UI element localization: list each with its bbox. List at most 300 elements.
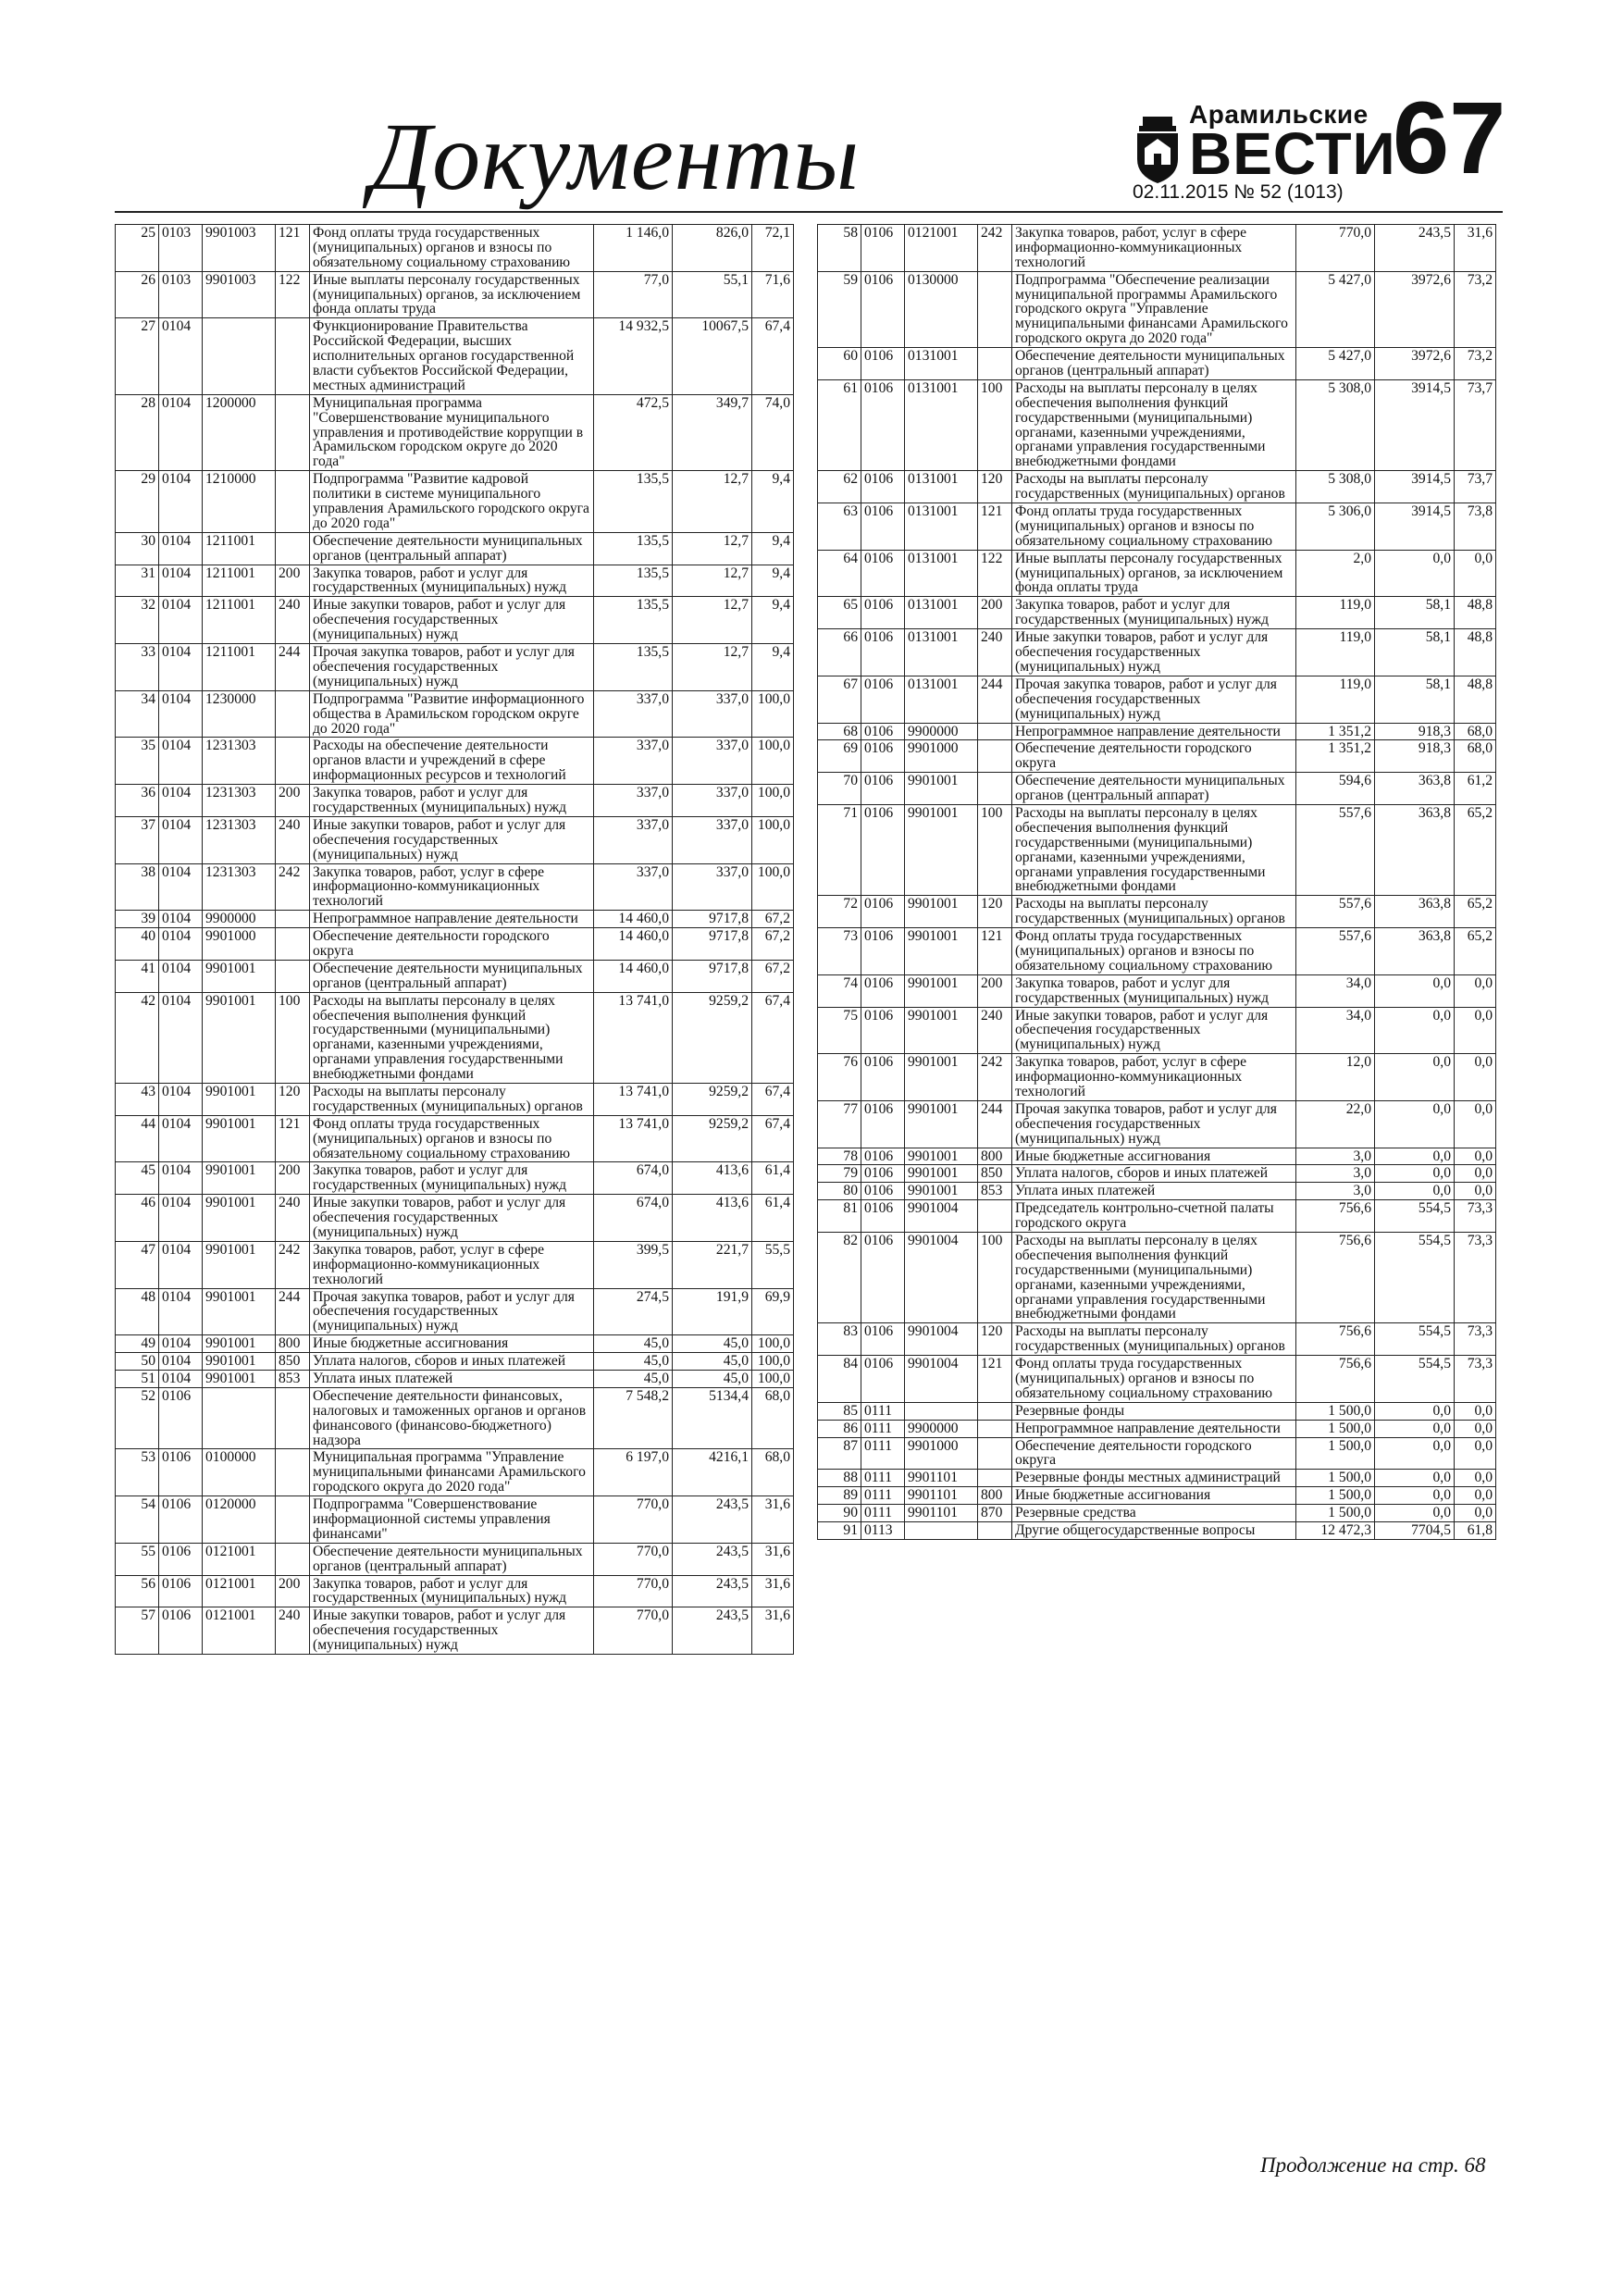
plan-amount: 3,0 <box>1296 1148 1375 1165</box>
executed-amount: 337,0 <box>673 863 752 911</box>
executed-amount: 58,1 <box>1375 629 1455 676</box>
section-code: 0111 <box>861 1402 905 1420</box>
percent-executed: 65,2 <box>1455 896 1496 928</box>
target-article: 9901001 <box>203 1288 276 1335</box>
plan-amount: 1 500,0 <box>1296 1505 1375 1522</box>
row-number: 74 <box>818 974 861 1007</box>
plan-amount: 45,0 <box>594 1371 673 1388</box>
table-row <box>116 1115 794 1162</box>
section-code: 0104 <box>159 863 203 911</box>
item-name: Председатель контрольно-счетной палаты городского округа <box>1012 1200 1296 1233</box>
section-code: 0104 <box>159 565 203 597</box>
table-row <box>116 225 794 272</box>
plan-amount: 337,0 <box>594 863 673 911</box>
expense-type: 800 <box>978 1148 1012 1165</box>
expense-type <box>276 532 310 565</box>
expense-type <box>978 1437 1012 1470</box>
item-name: Расходы на выплаты персоналу государственных (муниципальных) органов <box>1012 1323 1296 1356</box>
plan-amount: 756,6 <box>1296 1323 1375 1356</box>
item-name: Закупка товаров, работ, услуг в сфере информационно-коммуникационных технологий <box>1012 1054 1296 1101</box>
percent-executed: 0,0 <box>1455 1470 1496 1487</box>
section-code: 0106 <box>861 974 905 1007</box>
executed-amount: 413,6 <box>673 1162 752 1195</box>
expense-type: 240 <box>276 816 310 863</box>
executed-amount: 3914,5 <box>1375 471 1455 503</box>
expense-type: 122 <box>978 550 1012 597</box>
percent-executed: 73,8 <box>1455 503 1496 551</box>
target-article: 9901001 <box>905 896 978 928</box>
percent-executed: 48,8 <box>1455 597 1496 629</box>
target-article: 9901004 <box>905 1323 978 1356</box>
plan-amount: 12,0 <box>1296 1054 1375 1101</box>
expense-type <box>276 318 310 394</box>
percent-executed: 100,0 <box>752 1353 794 1371</box>
plan-amount: 1 146,0 <box>594 225 673 272</box>
target-article: 9901001 <box>905 928 978 975</box>
section-code: 0106 <box>861 773 905 805</box>
percent-executed: 65,2 <box>1455 804 1496 895</box>
percent-executed: 100,0 <box>752 785 794 817</box>
plan-amount: 557,6 <box>1296 928 1375 975</box>
expense-type: 200 <box>276 1162 310 1195</box>
section-code: 0104 <box>159 928 203 961</box>
plan-amount: 557,6 <box>1296 896 1375 928</box>
item-name: Прочая закупка товаров, работ и услуг для обеспечения государственных (муниципальных) нужд <box>1012 676 1296 723</box>
target-article: 9901001 <box>203 1371 276 1388</box>
item-name: Уплата иных платежей <box>310 1371 594 1388</box>
table-row <box>116 318 794 394</box>
plan-amount: 1 500,0 <box>1296 1420 1375 1437</box>
row-number: 87 <box>818 1437 861 1470</box>
target-article: 9901001 <box>203 1195 276 1242</box>
section-code: 0111 <box>861 1505 905 1522</box>
row-number: 66 <box>818 629 861 676</box>
target-article: 1211001 <box>203 532 276 565</box>
section-code: 0106 <box>861 271 905 347</box>
target-article: 0121001 <box>905 225 978 272</box>
percent-executed: 67,2 <box>752 911 794 928</box>
table-row <box>818 271 1496 347</box>
section-code: 0106 <box>861 503 905 551</box>
executed-amount: 0,0 <box>1375 1420 1455 1437</box>
table-row <box>818 723 1496 740</box>
section-code: 0106 <box>861 1233 905 1323</box>
table-row <box>116 644 794 691</box>
expense-type: 100 <box>978 379 1012 470</box>
table-row <box>116 1387 794 1449</box>
plan-amount: 7 548,2 <box>594 1387 673 1449</box>
section-code: 0104 <box>159 1288 203 1335</box>
table-row <box>818 1183 1496 1200</box>
item-name: Закупка товаров, работ, услуг в сфере информационно-коммуникационных технологий <box>310 1241 594 1288</box>
target-article: 0120000 <box>203 1496 276 1544</box>
percent-executed: 31,6 <box>1455 225 1496 272</box>
section-code: 0106 <box>159 1387 203 1449</box>
target-article: 0131001 <box>905 597 978 629</box>
percent-executed: 73,3 <box>1455 1200 1496 1233</box>
item-name: Расходы на выплаты персоналу в целях обеспечения выполнения функций государственными (муниципальными) органами, казенными учреждениями, органами управления государственными внебюджетными фондами <box>1012 379 1296 470</box>
target-article: 9900000 <box>905 723 978 740</box>
plan-amount: 557,6 <box>1296 804 1375 895</box>
plan-amount: 14 460,0 <box>594 928 673 961</box>
item-name: Иные бюджетные ассигнования <box>1012 1148 1296 1165</box>
table-row <box>818 1165 1496 1183</box>
executed-amount: 0,0 <box>1375 1100 1455 1148</box>
expense-type <box>276 394 310 470</box>
target-article: 1211001 <box>203 644 276 691</box>
item-name: Функционирование Правительства Российской Федерации, высших исполнительных органов государственной власти субъектов Российской Федерации, местных администраций <box>310 318 594 394</box>
newspaper-logo <box>1134 100 1396 187</box>
budget-table-right <box>817 224 1496 1540</box>
row-number: 82 <box>818 1233 861 1323</box>
executed-amount: 0,0 <box>1375 550 1455 597</box>
percent-executed: 0,0 <box>1455 1007 1496 1054</box>
target-article: 9901001 <box>203 1241 276 1288</box>
table-row <box>116 1335 794 1353</box>
target-article: 9901101 <box>905 1470 978 1487</box>
item-name: Прочая закупка товаров, работ и услуг для обеспечения государственных (муниципальных) нужд <box>310 644 594 691</box>
executed-amount: 0,0 <box>1375 1437 1455 1470</box>
row-number: 65 <box>818 597 861 629</box>
executed-amount: 243,5 <box>673 1607 752 1655</box>
executed-amount: 0,0 <box>1375 974 1455 1007</box>
row-number: 49 <box>116 1335 159 1353</box>
expense-type: 242 <box>978 1054 1012 1101</box>
executed-amount: 55,1 <box>673 271 752 318</box>
executed-amount: 45,0 <box>673 1371 752 1388</box>
executed-amount: 221,7 <box>673 1241 752 1288</box>
table-row <box>116 1195 794 1242</box>
target-article: 9901000 <box>905 1437 978 1470</box>
executed-amount: 243,5 <box>1375 225 1455 272</box>
target-article: 9901003 <box>203 271 276 318</box>
section-code: 0106 <box>861 1148 905 1165</box>
table-row <box>116 1575 794 1607</box>
item-name: Закупка товаров, работ и услуг для государственных (муниципальных) нужд <box>1012 597 1296 629</box>
city-crest-icon <box>1134 117 1182 183</box>
plan-amount: 337,0 <box>594 690 673 738</box>
percent-executed: 61,2 <box>1455 773 1496 805</box>
item-name: Расходы на выплаты персоналу государственных (муниципальных) органов <box>1012 896 1296 928</box>
executed-amount: 918,3 <box>1375 740 1455 773</box>
item-name: Расходы на выплаты персоналу государственных (муниципальных) органов <box>1012 471 1296 503</box>
target-article: 9901001 <box>203 1115 276 1162</box>
expense-type: 244 <box>978 676 1012 723</box>
percent-executed: 0,0 <box>1455 974 1496 1007</box>
row-number: 85 <box>818 1402 861 1420</box>
plan-amount: 674,0 <box>594 1162 673 1195</box>
plan-amount: 119,0 <box>1296 676 1375 723</box>
section-code: 0104 <box>159 1335 203 1353</box>
row-number: 59 <box>818 271 861 347</box>
section-code: 0104 <box>159 394 203 470</box>
table-row <box>818 1420 1496 1437</box>
executed-amount: 45,0 <box>673 1353 752 1371</box>
percent-executed: 73,3 <box>1455 1323 1496 1356</box>
item-name: Расходы на обеспечение деятельности органов власти и учреждений в сфере информационных ресурсов и технологий <box>310 738 594 785</box>
plan-amount: 1 351,2 <box>1296 740 1375 773</box>
expense-type: 240 <box>276 1195 310 1242</box>
target-article: 9901001 <box>203 960 276 992</box>
section-code: 0103 <box>159 225 203 272</box>
target-article: 0131001 <box>905 629 978 676</box>
row-number: 31 <box>116 565 159 597</box>
expense-type: 850 <box>276 1353 310 1371</box>
row-number: 42 <box>116 992 159 1083</box>
table-row <box>818 1100 1496 1148</box>
executed-amount: 554,5 <box>1375 1200 1455 1233</box>
section-code: 0106 <box>861 1007 905 1054</box>
item-name: Закупка товаров, работ и услуг для государственных (муниципальных) нужд <box>310 565 594 597</box>
executed-amount: 58,1 <box>1375 597 1455 629</box>
target-article: 1231303 <box>203 738 276 785</box>
row-number: 91 <box>818 1522 861 1540</box>
table-row <box>818 597 1496 629</box>
table-row <box>116 1288 794 1335</box>
row-number: 33 <box>116 644 159 691</box>
executed-amount: 10067,5 <box>673 318 752 394</box>
executed-amount: 0,0 <box>1375 1505 1455 1522</box>
table-row <box>116 1543 794 1575</box>
expense-type: 853 <box>978 1183 1012 1200</box>
plan-amount: 45,0 <box>594 1353 673 1371</box>
row-number: 73 <box>818 928 861 975</box>
executed-amount: 7704,5 <box>1375 1522 1455 1540</box>
section-code: 0104 <box>159 532 203 565</box>
table-row <box>818 629 1496 676</box>
percent-executed: 100,0 <box>752 738 794 785</box>
plan-amount: 135,5 <box>594 471 673 533</box>
target-article: 9901000 <box>905 740 978 773</box>
target-article: 0131001 <box>905 348 978 380</box>
executed-amount: 12,7 <box>673 565 752 597</box>
executed-amount: 554,5 <box>1375 1233 1455 1323</box>
section-code: 0106 <box>861 1200 905 1233</box>
executed-amount: 349,7 <box>673 394 752 470</box>
expense-type: 100 <box>978 804 1012 895</box>
target-article: 0131001 <box>905 379 978 470</box>
percent-executed: 61,8 <box>1455 1522 1496 1540</box>
plan-amount: 5 427,0 <box>1296 271 1375 347</box>
percent-executed: 0,0 <box>1455 1487 1496 1505</box>
item-name: Непрограммное направление деятельности <box>1012 1420 1296 1437</box>
target-article: 1211001 <box>203 565 276 597</box>
plan-amount: 5 306,0 <box>1296 503 1375 551</box>
expense-type <box>978 740 1012 773</box>
table-row <box>818 1470 1496 1487</box>
item-name: Иные закупки товаров, работ и услуг для обеспечения государственных (муниципальных) нужд <box>310 597 594 644</box>
section-code: 0111 <box>861 1420 905 1437</box>
table-row <box>818 1356 1496 1403</box>
percent-executed: 72,1 <box>752 225 794 272</box>
percent-executed: 67,2 <box>752 960 794 992</box>
executed-amount: 363,8 <box>1375 773 1455 805</box>
percent-executed: 0,0 <box>1455 1054 1496 1101</box>
item-name: Обеспечение деятельности муниципальных органов (центральный аппарат) <box>310 1543 594 1575</box>
executed-amount: 3972,6 <box>1375 348 1455 380</box>
expense-type: 240 <box>276 1607 310 1655</box>
target-article: 1210000 <box>203 471 276 533</box>
item-name: Подпрограмма "Совершенствование информационной системы управления финансами" <box>310 1496 594 1544</box>
section-code: 0104 <box>159 1115 203 1162</box>
executed-amount: 0,0 <box>1375 1183 1455 1200</box>
section-code: 0113 <box>861 1522 905 1540</box>
row-number: 71 <box>818 804 861 895</box>
expense-type: 121 <box>978 1356 1012 1403</box>
item-name: Фонд оплаты труда государственных (муниципальных) органов и взносы по обязательному социальному страхованию <box>1012 1356 1296 1403</box>
executed-amount: 5134,4 <box>673 1387 752 1449</box>
target-article: 9901001 <box>905 1183 978 1200</box>
item-name: Расходы на выплаты персоналу в целях обеспечения выполнения функций государственными (муниципальными) органами, казенными учреждениями, органами управления государственными внебюджетными фондами <box>1012 804 1296 895</box>
row-number: 39 <box>116 911 159 928</box>
item-name: Муниципальная программа "Управление муниципальными финансами Арамильского городского округа до 2020 года" <box>310 1449 594 1496</box>
target-article: 9901001 <box>203 992 276 1083</box>
section-code: 0103 <box>159 271 203 318</box>
expense-type: 242 <box>276 863 310 911</box>
executed-amount: 0,0 <box>1375 1054 1455 1101</box>
item-name: Обеспечение деятельности финансовых, налоговых и таможенных органов и органов финансового (финансово-бюджетного) надзора <box>310 1387 594 1449</box>
item-name: Фонд оплаты труда государственных (муниципальных) органов и взносы по обязательному социальному страхованию <box>310 225 594 272</box>
row-number: 34 <box>116 690 159 738</box>
expense-type <box>276 960 310 992</box>
percent-executed: 67,4 <box>752 1115 794 1162</box>
target-article: 9901001 <box>905 1148 978 1165</box>
plan-amount: 119,0 <box>1296 629 1375 676</box>
table-row <box>818 550 1496 597</box>
plan-amount: 5 427,0 <box>1296 348 1375 380</box>
table-row <box>818 348 1496 380</box>
section-code: 0104 <box>159 992 203 1083</box>
row-number: 61 <box>818 379 861 470</box>
expense-type: 100 <box>276 992 310 1083</box>
percent-executed: 67,4 <box>752 318 794 394</box>
expense-type: 120 <box>978 896 1012 928</box>
expense-type: 800 <box>276 1335 310 1353</box>
percent-executed: 100,0 <box>752 1371 794 1388</box>
section-code: 0106 <box>861 1165 905 1183</box>
row-number: 67 <box>818 676 861 723</box>
percent-executed: 65,2 <box>1455 928 1496 975</box>
target-article: 9901004 <box>905 1233 978 1323</box>
expense-type <box>276 911 310 928</box>
plan-amount: 34,0 <box>1296 1007 1375 1054</box>
section-code: 0106 <box>861 896 905 928</box>
expense-type: 121 <box>978 928 1012 975</box>
row-number: 50 <box>116 1353 159 1371</box>
row-number: 44 <box>116 1115 159 1162</box>
plan-amount: 14 460,0 <box>594 911 673 928</box>
section-code: 0106 <box>861 1356 905 1403</box>
executed-amount: 9717,8 <box>673 928 752 961</box>
row-number: 56 <box>116 1575 159 1607</box>
percent-executed: 9,4 <box>752 644 794 691</box>
section-code: 0104 <box>159 597 203 644</box>
row-number: 88 <box>818 1470 861 1487</box>
plan-amount: 472,5 <box>594 394 673 470</box>
executed-amount: 3914,5 <box>1375 503 1455 551</box>
expense-type: 853 <box>276 1371 310 1388</box>
target-article: 1231303 <box>203 863 276 911</box>
row-number: 48 <box>116 1288 159 1335</box>
section-code: 0111 <box>861 1437 905 1470</box>
percent-executed: 68,0 <box>752 1449 794 1496</box>
row-number: 80 <box>818 1183 861 1200</box>
expense-type <box>276 1449 310 1496</box>
plan-amount: 756,6 <box>1296 1200 1375 1233</box>
executed-amount: 9259,2 <box>673 1115 752 1162</box>
row-number: 77 <box>818 1100 861 1148</box>
target-article <box>905 1402 978 1420</box>
expense-type <box>978 1522 1012 1540</box>
row-number: 43 <box>116 1083 159 1115</box>
executed-amount: 337,0 <box>673 690 752 738</box>
expense-type <box>276 690 310 738</box>
plan-amount: 5 308,0 <box>1296 379 1375 470</box>
plan-amount: 337,0 <box>594 785 673 817</box>
percent-executed: 0,0 <box>1455 1148 1496 1165</box>
percent-executed: 74,0 <box>752 394 794 470</box>
item-name: Уплата налогов, сборов и иных платежей <box>1012 1165 1296 1183</box>
item-name: Подпрограмма "Развитие информационного общества в Арамильском городском округе до 2020 года" <box>310 690 594 738</box>
row-number: 70 <box>818 773 861 805</box>
target-article: 9901004 <box>905 1356 978 1403</box>
item-name: Иные выплаты персоналу государственных (муниципальных) органов, за исключением фонда оплаты труда <box>310 271 594 318</box>
item-name: Закупка товаров, работ и услуг для государственных (муниципальных) нужд <box>310 1162 594 1195</box>
executed-amount: 243,5 <box>673 1543 752 1575</box>
row-number: 51 <box>116 1371 159 1388</box>
percent-executed: 9,4 <box>752 471 794 533</box>
row-number: 53 <box>116 1449 159 1496</box>
section-code: 0104 <box>159 1241 203 1288</box>
expense-type: 200 <box>978 974 1012 1007</box>
newspaper-name-main: ВЕСТИ <box>1189 120 1396 187</box>
table-row <box>818 1054 1496 1101</box>
executed-amount: 45,0 <box>673 1335 752 1353</box>
target-article: 9901001 <box>905 773 978 805</box>
row-number: 25 <box>116 225 159 272</box>
executed-amount: 4216,1 <box>673 1449 752 1496</box>
table-row <box>818 1505 1496 1522</box>
item-name: Закупка товаров, работ, услуг в сфере информационно-коммуникационных технологий <box>310 863 594 911</box>
target-article: 9901001 <box>905 1165 978 1183</box>
plan-amount: 13 741,0 <box>594 992 673 1083</box>
target-article: 9901003 <box>203 225 276 272</box>
expense-type: 242 <box>276 1241 310 1288</box>
item-name: Фонд оплаты труда государственных (муниципальных) органов и взносы по обязательному социальному страхованию <box>1012 928 1296 975</box>
item-name: Непрограммное направление деятельности <box>310 911 594 928</box>
table-row <box>116 1241 794 1288</box>
target-article: 0131001 <box>905 503 978 551</box>
table-row <box>116 271 794 318</box>
expense-type <box>978 1470 1012 1487</box>
item-name: Непрограммное направление деятельности <box>1012 723 1296 740</box>
target-article: 1231303 <box>203 816 276 863</box>
row-number: 63 <box>818 503 861 551</box>
table-row <box>116 1371 794 1388</box>
target-article: 9901001 <box>203 1353 276 1371</box>
percent-executed: 0,0 <box>1455 550 1496 597</box>
section-code: 0106 <box>861 676 905 723</box>
expense-type <box>276 471 310 533</box>
plan-amount: 119,0 <box>1296 597 1375 629</box>
percent-executed: 100,0 <box>752 816 794 863</box>
table-row <box>818 676 1496 723</box>
executed-amount: 363,8 <box>1375 804 1455 895</box>
executed-amount: 12,7 <box>673 644 752 691</box>
plan-amount: 1 500,0 <box>1296 1402 1375 1420</box>
section-code: 0106 <box>861 723 905 740</box>
row-number: 52 <box>116 1387 159 1449</box>
